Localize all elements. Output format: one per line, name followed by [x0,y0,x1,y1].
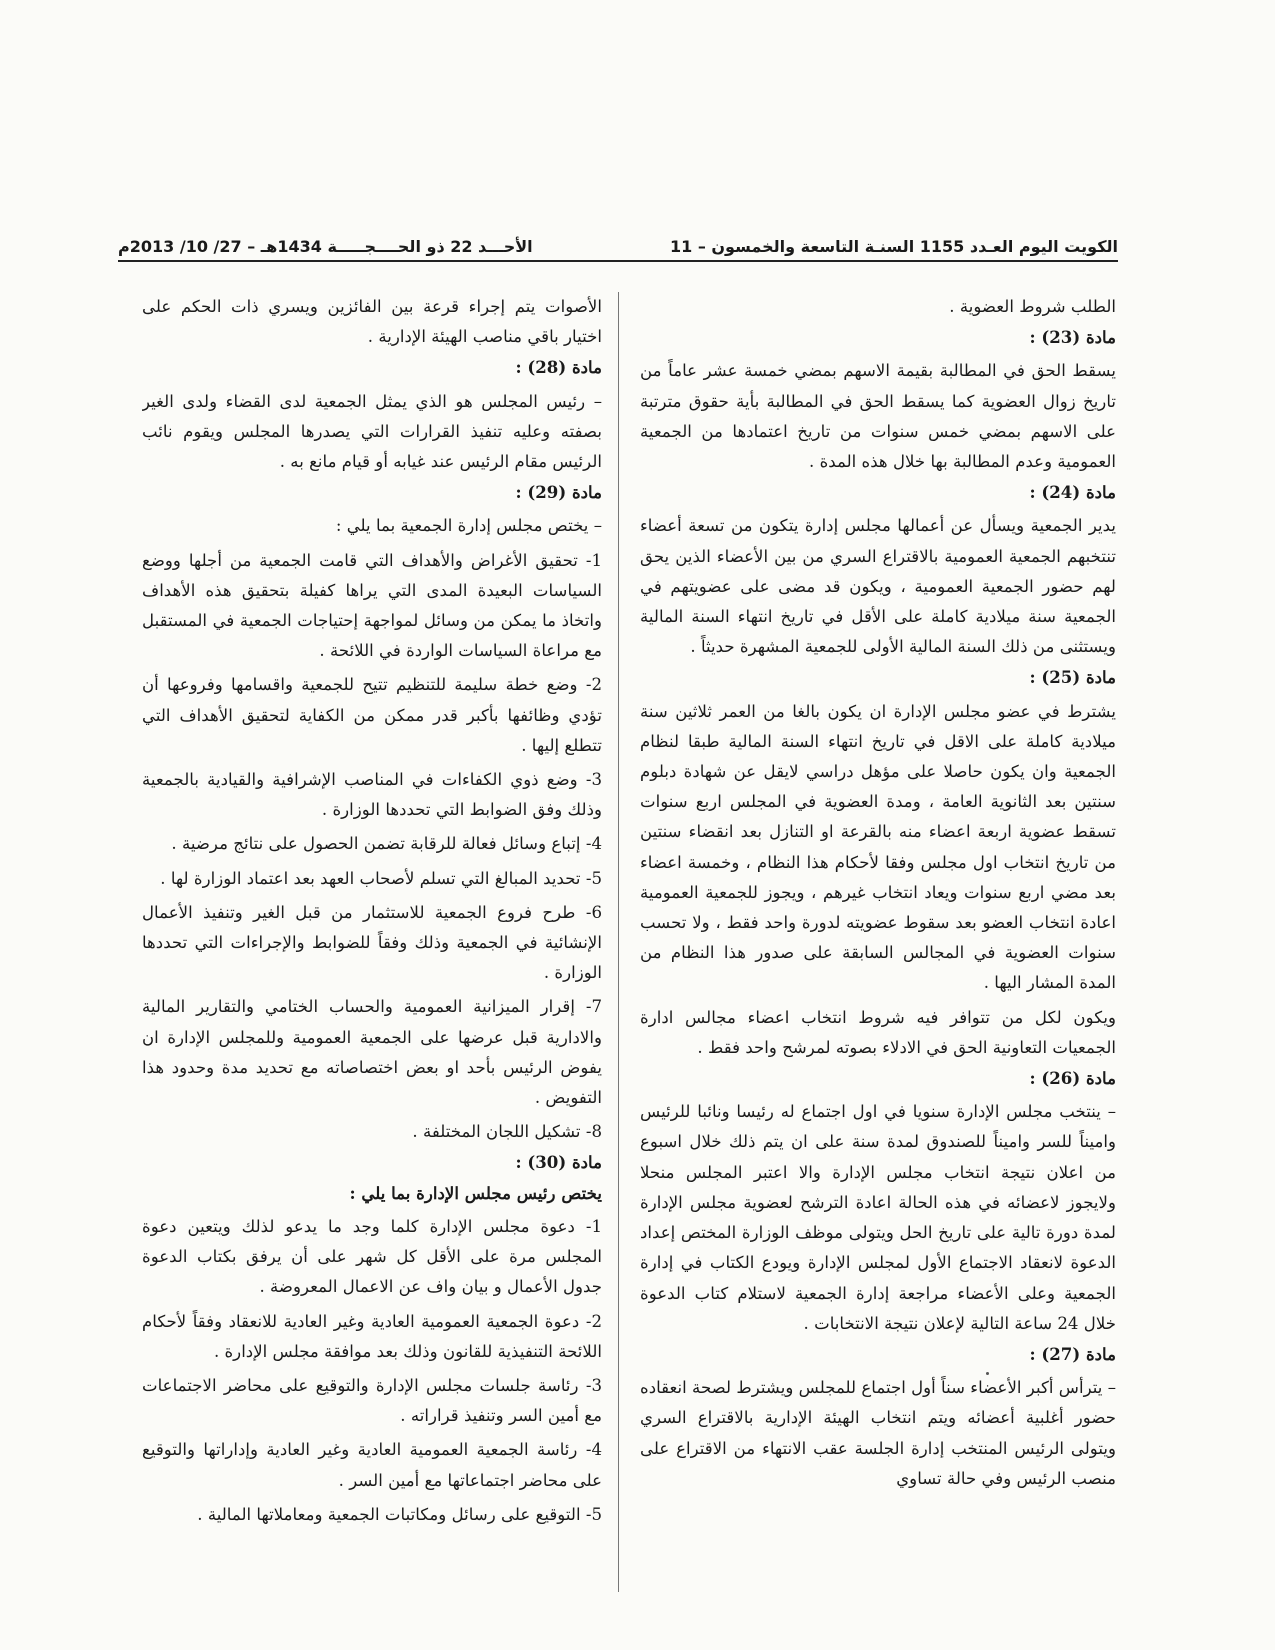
paragraph: الأصوات يتم إجراء قرعة بين الفائزين ويسري ذات الحكم على اختيار باقي مناصب الهيئة الإدارية . [142,297,602,347]
article-heading: مادة (26) : [1029,1068,1116,1089]
paragraph: 5- تحديد المبالغ التي تسلم لأصحاب العهد بعد اعتماد الوزارة لها . [160,868,602,888]
article-heading: مادة (27) : [1029,1343,1116,1364]
article-heading: مادة (28) : [515,357,602,378]
article-heading: يختص رئيس مجلس الإدارة بما يلي : [349,1182,602,1203]
paragraph: 6- طرح فروع الجمعية للاستثمار من قبل الغير وتنفيذ الأعمال الإنشائية في الجمعية وذلك وفقاً للضوابط والإجراءات التي تحددها الوزارة . [142,902,602,983]
paragraph: 4- إتباع وسائل فعالة للرقابة تضمن الحصول على نتائج مرضية . [171,834,602,854]
paragraph: يدير الجمعية ويسأل عن أعمالها مجلس إدارة يتكون من تسعة أعضاء تنتخبهم الجمعية العمومية بالاقتراع السري من بين الأعضاء الذين يحق لهم حضور الجمعية العمومية ، ويكون قد مضى على عضويتهم في الجمعية سنة ميلادية كاملة على الأقل في تاريخ انتهاء السنة المالية ويستثنى من ذلك السنة المالية الأولى للجمعية المشهرة حديثاً . [640,516,1116,657]
header-date: الأحـــد 22 ذو الحــــجـــــة 1434هـ – 27/ 10/ 2013م [118,237,533,256]
right-column [640,292,1116,1582]
paragraph: 2- دعوة الجمعية العمومية العادية وغير العادية للانعقاد وفقاً لأحكام اللائحة التنفيذية للقانون وذلك بعد موافقة مجلس الإدارة . [142,1311,602,1361]
paragraph: 1- دعوة مجلس الإدارة كلما وجد ما يدعو لذلك ويتعين دعوة المجلس مرة على الأقل كل شهر على أن يرفق بكتاب الدعوة جدول الأعمال و بيان واف عن الاعمال المعروضة . [142,1216,602,1297]
paragraph: 4- رئاسة الجمعية العمومية العادية وغير العادية وإداراتها والتوقيع على محاضر اجتماعاتها مع أمين السر . [142,1440,602,1490]
left-column [142,292,602,1582]
paragraph: 8- تشكيل اللجان المختلفة . [412,1122,602,1142]
paragraph: ويكون لكل من تتوافر فيه شروط انتخاب اعضاء مجالس ادارة الجمعيات التعاونية الحق في الادلاء بصوته لمرشح واحد فقط . [640,1007,1116,1057]
paragraph: 5- التوقيع على رسائل ومكاتبات الجمعية ومعاملاتها المالية . [197,1504,602,1524]
header-issue: الكويت اليوم العـدد 1155 السنـة التاسعة والخمسون – 11 [669,237,1118,256]
column-divider [618,292,619,1592]
paragraph: 3- رئاسة جلسات مجلس الإدارة والتوقيع على محاضر الاجتماعات مع أمين السر وتنفيذ قراراته . [142,1375,602,1426]
article-heading: مادة (25) : [1029,667,1116,688]
paragraph: – ينتخب مجلس الإدارة سنويا في اول اجتماع له رئيسا ونائبا للرئيس واميناً للسر واميناً للصندوق لمدة سنة على ان يتم ذلك خلال اسبوع من اعلان نتيجة انتخاب مجلس الإدارة والا اعتبر المجلس منحلا ولايجوز لاعضائه في هذه الحالة اعادة الترشح لعضوية مجلس الإدارة لمدة دورة تالية على تاريخ الحل ويتولى موظف الوزارة المختص إعداد الدعوة لانعقاد الاجتماع الأول لمجلس الإدارة ويودع الكتاب في إدارة الجمعية وعلى الأعضاء مراجعة إدارة الجمعية لاستلام كتاب الدعوة خلال 24 ساعة التالية لإعلان نتيجة الانتخابات . [640,1102,1116,1333]
paragraph: 3- وضع ذوي الكفاءات في المناصب الإشرافية والقيادية بالجمعية وذلك وفق الضوابط التي تحددها الوزارة . [142,770,602,820]
article-heading: مادة (30) : [515,1152,602,1173]
article-heading: مادة (23) : [1029,327,1116,348]
paragraph: – رئيس المجلس هو الذي يمثل الجمعية لدى القضاء ولدى الغير بصفته وعليه تنفيذ القرارات التي يصدرها المجلس ويقوم نائب الرئيس مقام الرئيس عند غيابه أو قيام مانع به . [142,391,602,472]
page-header [118,222,1118,262]
article-heading: مادة (24) : [1029,482,1116,503]
paragraph: يشترط في عضو مجلس الإدارة ان يكون بالغا من العمر ثلاثين سنة ميلادية كاملة على الاقل في تاريخ انتهاء السنة المالية طبقا لنظام الجمعية وان يكون حاصلا على مؤهل دراسي لايقل عن شهادة دبلوم سنتين بعد الثانوية العامة ، ومدة العضوية في المجلس اربع سنوات تسقط عضوية اربعة اعضاء منه بالقرعة او التنازل بعد انقضاء سنتين من تاريخ انتخاب اول مجلس وفقا لأحكام هذا النظام ، وخمسة اعضاء بعد مضي اربع سنوات ويعاد انتخاب غيرهم ، ويجوز للجمعية العمومية اعادة انتخاب العضو بعد سقوط عضويته لدورة واحد فقط ، ولا تحسب سنوات العضوية في المجالس السابقة على صدور هذا النظام من المدة المشار اليها . [640,701,1116,993]
scan-speck [986,1372,989,1375]
article-heading: مادة (29) : [515,482,602,503]
paragraph: الطلب شروط العضوية . [949,297,1116,316]
paragraph: 2- وضع خطة سليمة للتنظيم تتيح للجمعية واقسامها وفروعها أن تؤدي وظائفها بأكبر قدر ممكن من الكفاية لتحقيق الأهداف التي تتطلع إليها . [142,675,602,755]
paragraph: 7- إقرار الميزانية العمومية والحساب الختامي والتقارير المالية والادارية قبل عرضها على الجمعية العمومية وللمجلس الإدارة ان يفوض الرئيس بأحد او بعض اختصاصاته مع تحديد مدة وحدود هذا التفويض . [142,997,602,1108]
paragraph: – يترأس أكبر الأعضاء سناً أول اجتماع للمجلس ويشترط لصحة انعقاده حضور أغلبية أعضائه ويتم انتخاب الهيئة الإدارية بالاقتراع السري ويتولى الرئيس المنتخب إدارة الجلسة عقب الانتهاء من الاقتراع على منصب الرئيس وفي حالة تساوي [640,1378,1116,1488]
paragraph: يسقط الحق في المطالبة بقيمة الاسهم بمضي خمسة عشر عاماً من تاريخ زوال العضوية كما يسقط الحق في المطالبة بأية حقوق مترتبة على الاسهم بمضي خمس سنوات من تاريخ اعتمادها من الجمعية العمومية وعدم المطالبة بها خلال هذه المدة . [640,361,1116,472]
paragraph: 1- تحقيق الأغراض والأهداف التي قامت الجمعية من أجلها ووضع السياسات البعيدة المدى التي يراها كفيلة بتحقيق هذه الأهداف واتخاذ ما يمكن من وسائل لمواجهة إحتياجات الجمعية في المستقبل مع مراعاة السياسات الواردة في اللائحة . [142,550,602,661]
paragraph: – يختص مجلس إدارة الجمعية بما يلي : [335,516,602,536]
